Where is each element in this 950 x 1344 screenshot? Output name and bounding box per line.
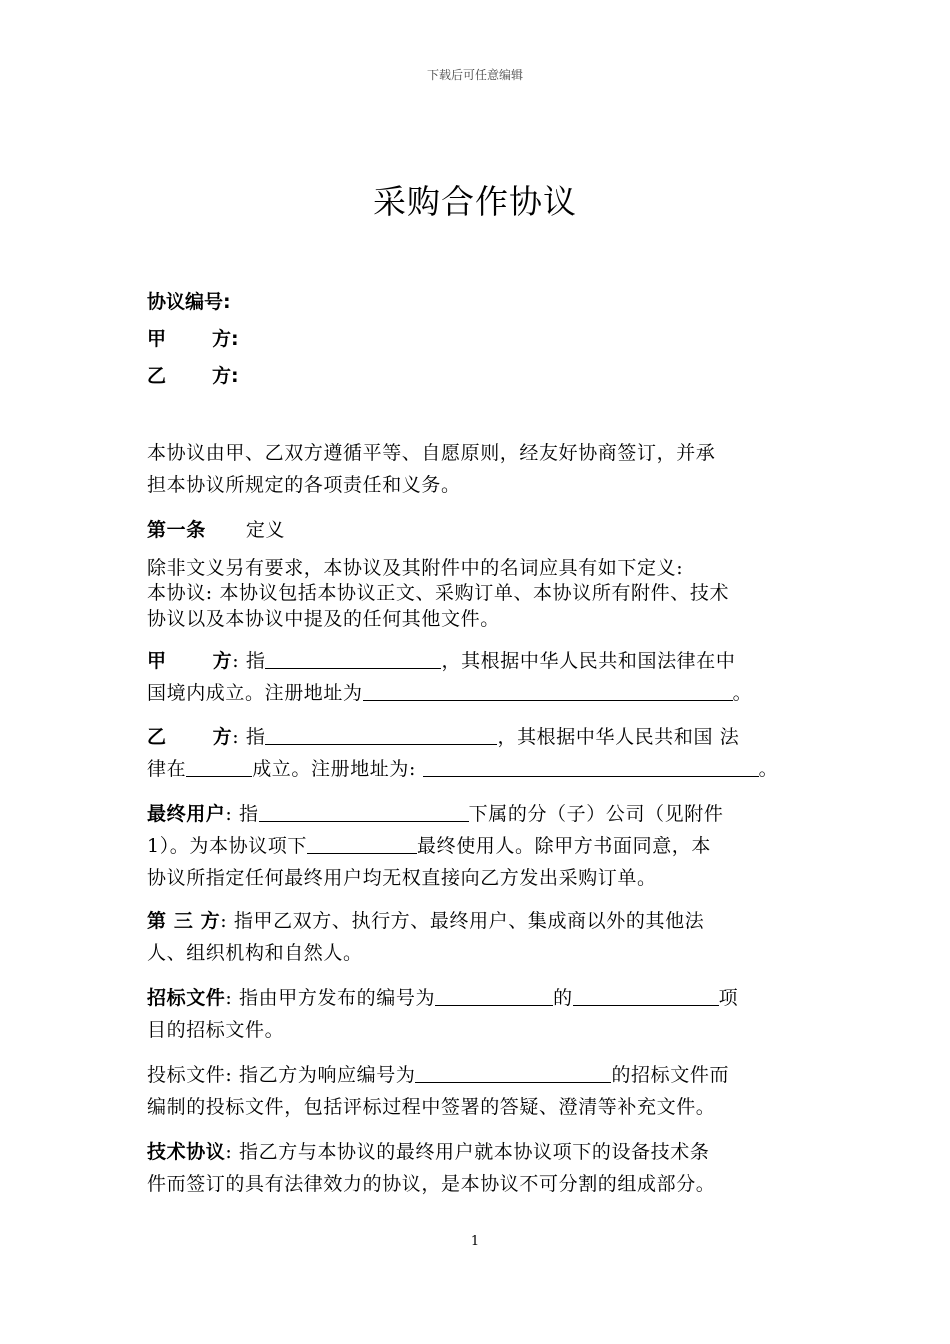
definition-agreement: 本协议: 本协议包括本协议正文、采购订单、本协议所有附件、技术 协议以及本协议中提及的任何其他文件。: [147, 582, 730, 630]
definition-third-party: 第 三 方: 指甲乙双方、执行方、最终用户、集成商以外的其他法 人、组织机构和自然人。: [147, 910, 705, 964]
definition-end-user: 最终用户: 指 下属的分（子）公司（见附件 1）。为本协议项下 最终使用人。除甲方书面同意，本 协议所指定任何最终用户均无权直接向乙方发出采购订单。: [147, 803, 724, 889]
blank-tender-number[interactable]: [435, 985, 553, 1006]
definitions-intro: 除非文义另有要求，本协议及其附件中的名词应具有如下定义:: [147, 557, 684, 579]
blank-party-a-address[interactable]: [363, 680, 733, 701]
article-1-heading: 第一条 定义: [147, 519, 286, 541]
blank-end-user-parent[interactable]: [259, 801, 469, 822]
blank-party-a-name[interactable]: [265, 648, 441, 669]
blank-end-user-project[interactable]: [307, 833, 417, 854]
blank-party-b-address[interactable]: [423, 756, 759, 777]
intro-paragraph: 本协议由甲、乙双方遵循平等、自愿原则，经友好协商签订，并承 担本协议所规定的各项责任和义务。: [147, 442, 716, 496]
agreement-number-label: 协议编号:: [147, 291, 231, 313]
definition-party-a: 甲 方: 指 ，其根据中华人民共和国法律在中 国境内成立。注册地址为 。: [147, 650, 753, 704]
definition-party-b: 乙 方: 指 ，其根据中华人民共和国 法 律在 成立。注册地址为: 。: [147, 726, 779, 780]
page-number: 1: [470, 1234, 480, 1249]
blank-tender-project[interactable]: [573, 985, 719, 1006]
document-title: 采购合作协议: [373, 182, 577, 221]
blank-bid-number[interactable]: [415, 1062, 611, 1083]
definition-technical-agreement: 技术协议: 指乙方与本协议的最终用户就本协议项下的设备技术条 件而签订的具有法律效力的协议，是本协议不可分割的组成部分。: [147, 1141, 716, 1195]
blank-party-b-place[interactable]: [186, 756, 252, 777]
blank-party-b-name[interactable]: [265, 724, 497, 745]
party-a-label: 甲 方:: [147, 328, 239, 350]
page-header: 下载后可任意编辑: [426, 68, 523, 82]
definition-bid-document: 投标文件: 指乙方为响应编号为 的招标文件而 编制的投标文件，包括评标过程中签署的答疑、澄清等补充文件。: [147, 1064, 730, 1118]
party-b-label: 乙 方:: [147, 365, 239, 387]
definition-tender-document: 招标文件: 指由甲方发布的编号为 的 项 目的招标文件。: [147, 987, 739, 1041]
